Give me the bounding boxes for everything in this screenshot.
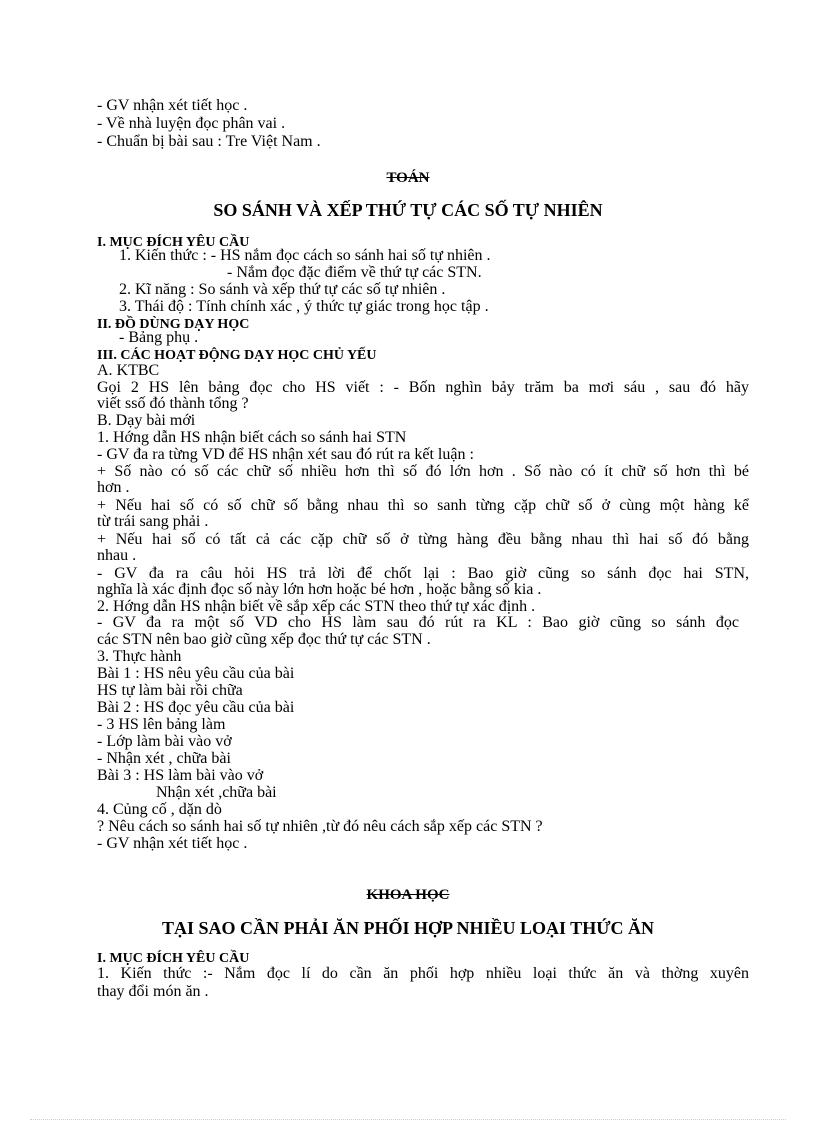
body-line: nghĩa là xác định đọc số này lớn hơn hoặc bé hơn , hoặc bằng số kia .	[97, 581, 542, 598]
top-line: - GV nhận xét tiết học .	[97, 97, 248, 114]
khoa-hoc-line: 1. Kiến thức :- Nắm đọc lí do cần ăn phối hợp nhiều loại thức ăn và thờng xuyên	[97, 965, 749, 982]
body-line: Bài 1 : HS nêu yêu cầu của bài	[97, 665, 295, 682]
section-heading-do-dung: II. ĐỒ DÙNG DẠY HỌC	[97, 317, 250, 332]
body-line: - GV đa ra từng VD để HS nhận xét sau đó rút ra kết luận :	[97, 446, 474, 463]
body-line: HS tự làm bài rồi chữa	[97, 682, 243, 699]
body-line: Nhận xét ,chữa bài	[156, 784, 277, 801]
body-line: viết ssố đó thành tổng ?	[97, 395, 249, 412]
subject-heading-khoa-hoc: KHOA HỌC	[366, 887, 450, 903]
body-line: ? Nêu cách so sánh hai số tự nhiên ,từ đó nêu cách sắp xếp các STN ?	[97, 818, 543, 835]
body-line: - GV đa ra câu hỏi HS trả lời để chốt lại : Bao giờ cũng so sánh đọc hai STN,	[97, 565, 749, 582]
lesson-title-toan: SO SÁNH VÀ XẾP THỨ TỰ CÁC SỐ TỰ NHIÊN	[213, 200, 603, 220]
top-line: - Chuẩn bị bài sau : Tre Việt Nam .	[97, 133, 321, 150]
body-line: 2. Hớng dẫn HS nhận biết về sắp xếp các STN theo thứ tự xác định .	[97, 598, 536, 615]
body-line: - Nhận xét , chữa bài	[97, 750, 231, 767]
top-line: - Về nhà luyện đọc phân vai .	[97, 115, 286, 132]
khoa-hoc-line: thay đổi món ăn .	[97, 983, 209, 1000]
body-line: + Số nào có số các chữ số nhiều hơn thì số đó lớn hơn . Số nào có ít chữ số hơn thì bé	[97, 463, 749, 480]
section-heading-hoat-dong: III. CÁC HOẠT ĐỘNG DẠY HỌC CHỦ YẾU	[97, 348, 377, 363]
body-line: + Nếu hai số có số chữ số bằng nhau thì so sanh từng cặp chữ số ở cùng một hàng kể	[97, 497, 749, 514]
body-line: - Lớp làm bài vào vở	[97, 733, 232, 750]
body-line: - 3 HS lên bảng làm	[97, 716, 226, 733]
page-bottom-divider	[30, 1119, 786, 1120]
body-line: Bài 2 : HS đọc yêu cầu của bài	[97, 699, 295, 716]
body-line: - GV nhận xét tiết học .	[97, 835, 248, 852]
body-line: 4. Củng cố , dặn dò	[97, 801, 222, 818]
body-line: B. Dạy bài mới	[97, 412, 196, 429]
lesson-title-khoa-hoc: TẠI SAO CẦN PHẢI ĂN PHỐI HỢP NHIỀU LOẠI THỨC ĂN	[161, 918, 655, 938]
kien-thuc-line: 1. Kiến thức : - HS nắm đọc cách so sánh hai số tự nhiên .	[119, 247, 491, 264]
body-line: A. KTBC	[97, 362, 160, 379]
thai-do-line: 3. Thái độ : Tính chính xác , ý thức tự giác trong học tập .	[119, 298, 489, 315]
kien-thuc-line: - Nắm đọc đặc điểm về thứ tự các STN.	[227, 264, 482, 281]
body-line: - GV đa ra một số VD cho HS làm sau đó rút ra KL : Bao giờ cũng so sánh đọc	[97, 614, 739, 631]
body-line: nhau .	[97, 547, 137, 564]
body-line: 1. Hớng dẫn HS nhận biết cách so sánh hai STN	[97, 429, 407, 446]
body-line: Bài 3 : HS làm bài vào vở	[97, 767, 264, 784]
body-line: 3. Thực hành	[97, 648, 182, 665]
body-line: Gọi 2 HS lên bảng đọc cho HS viết : - Bốn nghìn bảy trăm ba mơi sáu , sau đó hãy	[97, 379, 749, 396]
body-line: từ trái sang phải .	[97, 513, 209, 530]
body-line: + Nếu hai số có tất cả các cặp chữ số ở từng hàng đều bằng nhau thì hai số đó bằng	[97, 531, 749, 548]
body-line: các STN nên bao giờ cũng xếp đọc thứ tự các STN .	[97, 631, 431, 648]
body-line: hơn .	[97, 479, 130, 496]
subject-heading-toan: TOÁN	[386, 170, 430, 186]
section-heading-muc-dich-khoa-hoc: I. MỤC ĐÍCH YÊU CẦU	[97, 951, 250, 966]
section-heading-muc-dich: I. MỤC ĐÍCH YÊU CẦU	[97, 235, 250, 250]
ki-nang-line: 2. Kĩ năng : So sánh và xếp thứ tự các số tự nhiên .	[119, 281, 446, 298]
bang-phu-line: - Bảng phụ .	[119, 329, 199, 346]
